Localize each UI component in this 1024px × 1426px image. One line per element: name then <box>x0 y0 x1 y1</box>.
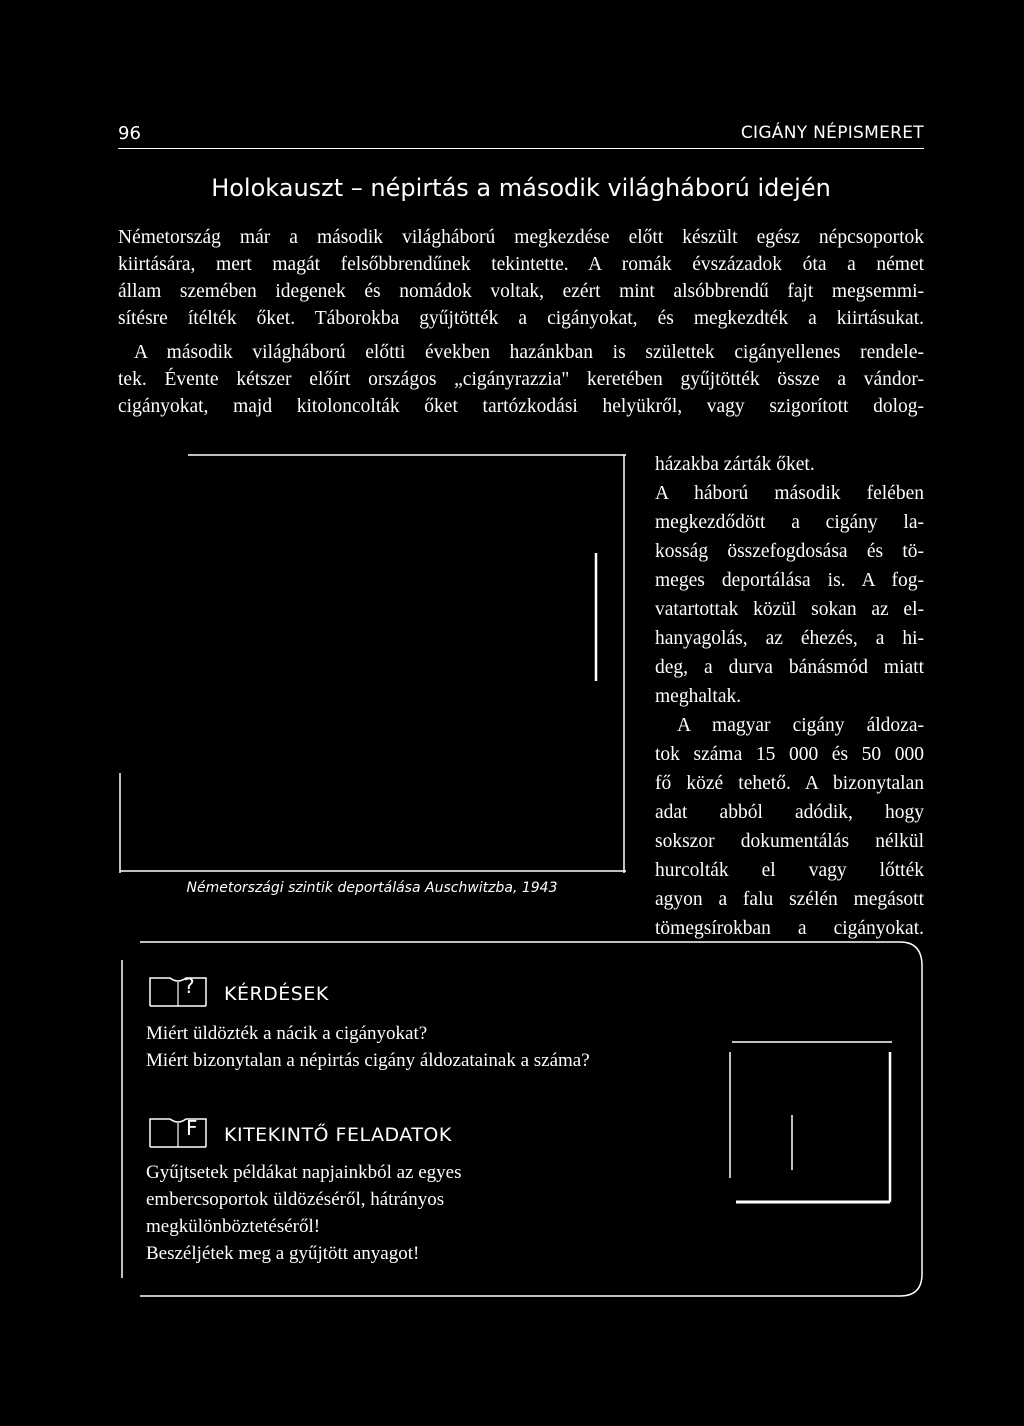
intro-line: tek. Évente kétszer előírt országos „cigányrazzia" keretében gyűjtötték össze a vándor- <box>118 369 924 390</box>
intro-line: A második világháború előtti években hazánkban is születtek cigányellenes rendele- <box>134 342 924 363</box>
right-line: tok száma 15 000 és 50 000 <box>655 744 924 765</box>
running-title: CIGÁNY NÉPISMERET <box>740 123 924 143</box>
task-icon <box>148 1113 208 1154</box>
right-line: adat abból adódik, hogy <box>655 802 924 823</box>
questions-heading: KÉRDÉSEK <box>224 983 329 1005</box>
question-item: Miért üldözték a nácik a cigányokat? <box>146 1023 428 1044</box>
right-line: meghaltak. <box>655 686 742 707</box>
page-number: 96 <box>118 123 141 144</box>
task-line: embercsoportok üldözéséről, hátrányos <box>146 1189 445 1210</box>
task-line: Beszéljétek meg a gyűjtött anyagot! <box>146 1243 420 1264</box>
right-line: deg, a durva bánásmód miatt <box>655 657 924 678</box>
right-line: vatartottak közül sokan az el- <box>655 599 924 620</box>
photo-frame-lines <box>118 453 626 873</box>
right-line: sokszor dokumentálás nélkül <box>655 831 924 852</box>
intro-line: kiirtására, mert magát felsőbbrendűnek tekintette. A romák évszázadok óta a német <box>118 254 924 275</box>
task-line: megkülönböztetéséről! <box>146 1216 321 1237</box>
page-title: Holokauszt – népirtás a második világháború idején <box>211 174 831 202</box>
intro-line: sítésre ítélték őket. Táborokba gyűjtötték a cigányokat, és megkezdték a kiirtásukat. <box>118 308 924 329</box>
right-line: házakba zárták őket. <box>655 454 815 475</box>
header-rule <box>118 148 924 149</box>
intro-line: állam szemében idegenek és nomádok voltak, ezért mint alsóbbrendű fajt megsemmi- <box>118 281 924 302</box>
right-line: kosság összefogdosása és tö- <box>655 541 924 562</box>
right-line: tömegsírokban a cigányokat. <box>655 918 924 939</box>
right-line: agyon a falu szélén megásott <box>655 889 924 910</box>
task-line: Gyűjtsetek példákat napjainkból az egyes <box>146 1162 462 1183</box>
right-line: hanyagolás, az éhezés, a hi- <box>655 628 924 649</box>
question-icon-glyph: ? <box>184 974 195 998</box>
tasks-heading: KITEKINTŐ FELADATOK <box>224 1124 452 1146</box>
photo-caption: Németországi szintik deportálása Auschwitzba, 1943 <box>186 880 558 896</box>
questions-box <box>120 940 924 1298</box>
intro-line: Németország már a második világháború megkezdése előtt készült egész népcsoportok <box>118 227 924 248</box>
intro-line: cigányokat, majd kitoloncolták őket tartózkodási helyükről, vagy szigorított dolog- <box>118 396 924 417</box>
right-line: meges deportálása is. A fog- <box>655 570 924 591</box>
right-line: A magyar cigány áldoza- <box>677 715 924 736</box>
right-line: megkezdődött a cigány la- <box>655 512 924 533</box>
question-item: Miért bizonytalan a népirtás cigány áldozatainak a száma? <box>146 1050 590 1071</box>
task-icon-glyph: F <box>186 1116 198 1140</box>
deportation-photo <box>118 453 626 873</box>
question-icon <box>148 972 208 1013</box>
right-line: A háború második felében <box>655 483 924 504</box>
right-line: hurcolták el vagy lőtték <box>655 860 924 881</box>
right-line: fő közé tehető. A bizonytalan <box>655 773 924 794</box>
